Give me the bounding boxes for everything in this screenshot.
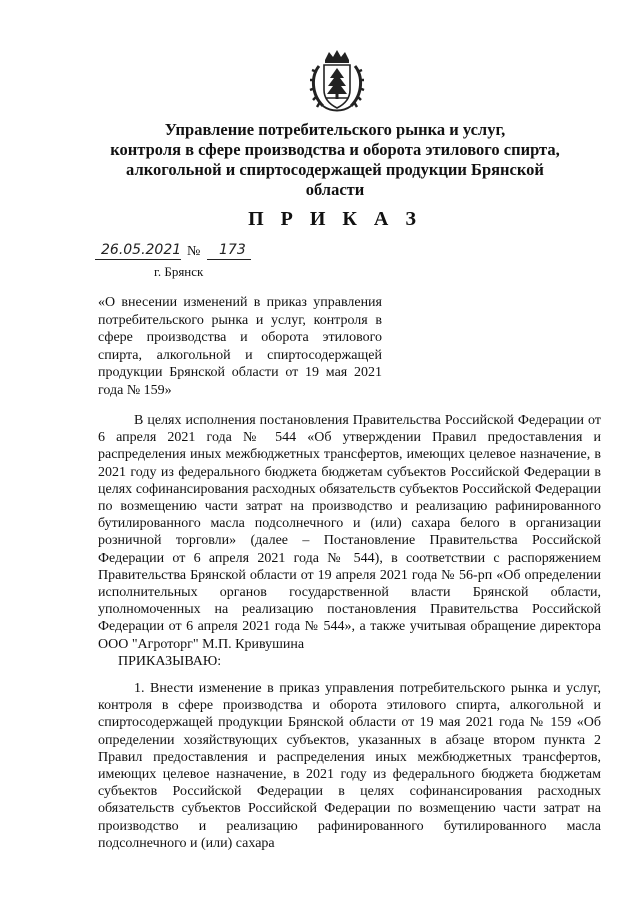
document-body [98,412,601,852]
number-sign: № [187,244,201,259]
organization-title [60,120,610,200]
title-line: области [305,180,365,199]
order-word [98,653,601,670]
document-type: П Р И К А З [248,208,422,230]
number-handwritten: 173 [219,242,246,258]
clause-1-paragraph: 1. Внести изменение в приказ управления потребительского рынка и услуг, контроля в сфере производства и оборота этилового спирта, алкогольной и спиртосодержащей продукции Брянской области от 19 мая 2021 года № 159 «Об определении хозяйствующих субъектов, указанных в абзаце втором пункта 2 Правил предоставления и распределения иных межбюджетных трансфертов, имеющих целевое назначение, в 2021 году из федерального бюджета бюджетам субъектов Российской Федерации в целях софинансирования расходных обязательств субъектов Российской Федерации по возмещению части затрат на производство и реализацию рафинированного бутилированного масла подсолнечного и (или) сахара [98,681,601,851]
title-line: алкогольной и спиртосодержащей продукции Брянской [126,160,544,179]
order-subject: «О внесении изменений в приказ управления потребительского рынка и услуг, контроля в сфере производства и оборота этилового спирта, алкогольной и спиртосодержащей продукции Брянской области от 19 мая 2021 года № 159» [98,295,382,398]
number-underline [207,259,251,260]
date-handwritten: 26.05.2021 [101,242,182,258]
date-underline [95,259,181,260]
order-word-text: ПРИКАЗЫВАЮ: [118,653,222,669]
city: г. Брянск [154,264,204,279]
bryansk-coat-of-arms-icon [305,48,369,114]
title-line: Управление потребительского рынка и услуг, [164,120,506,139]
preamble-paragraph: В целях исполнения постановления Правительства Российской Федерации от 6 апреля 2021 года № 544 «Об утверждении Правил предоставления и распределения иных межбюджетных трансфертов, имеющих целевое назначение, в 2021 году из федерального бюджета бюджетам субъектов Российской Федерации в целях софинансирования расходных обязательств субъектов Российской Федерации по возмещению части затрат на производство и реализацию рафинированного бутилированного масла подсолнечного и (или) сахара белого в организации розничной торговли» (далее – Постановление Правительства Российской Федерации от 6 апреля 2021 года № 544), в соответствии с распоряжением Правительства Брянской области от 19 апреля 2021 года № 56-рп «Об определении исполнительных органов государственной власти Брянской области, уполномоченных на реализацию постановления Правительства Российской Федерации от 6 апреля 2021 года № 544», а также учитывая обращение директора ООО "Агроторг" М.П. Кривушина [98,413,601,652]
title-line: контроля в сфере производства и оборота этилового спирта, [110,140,560,159]
